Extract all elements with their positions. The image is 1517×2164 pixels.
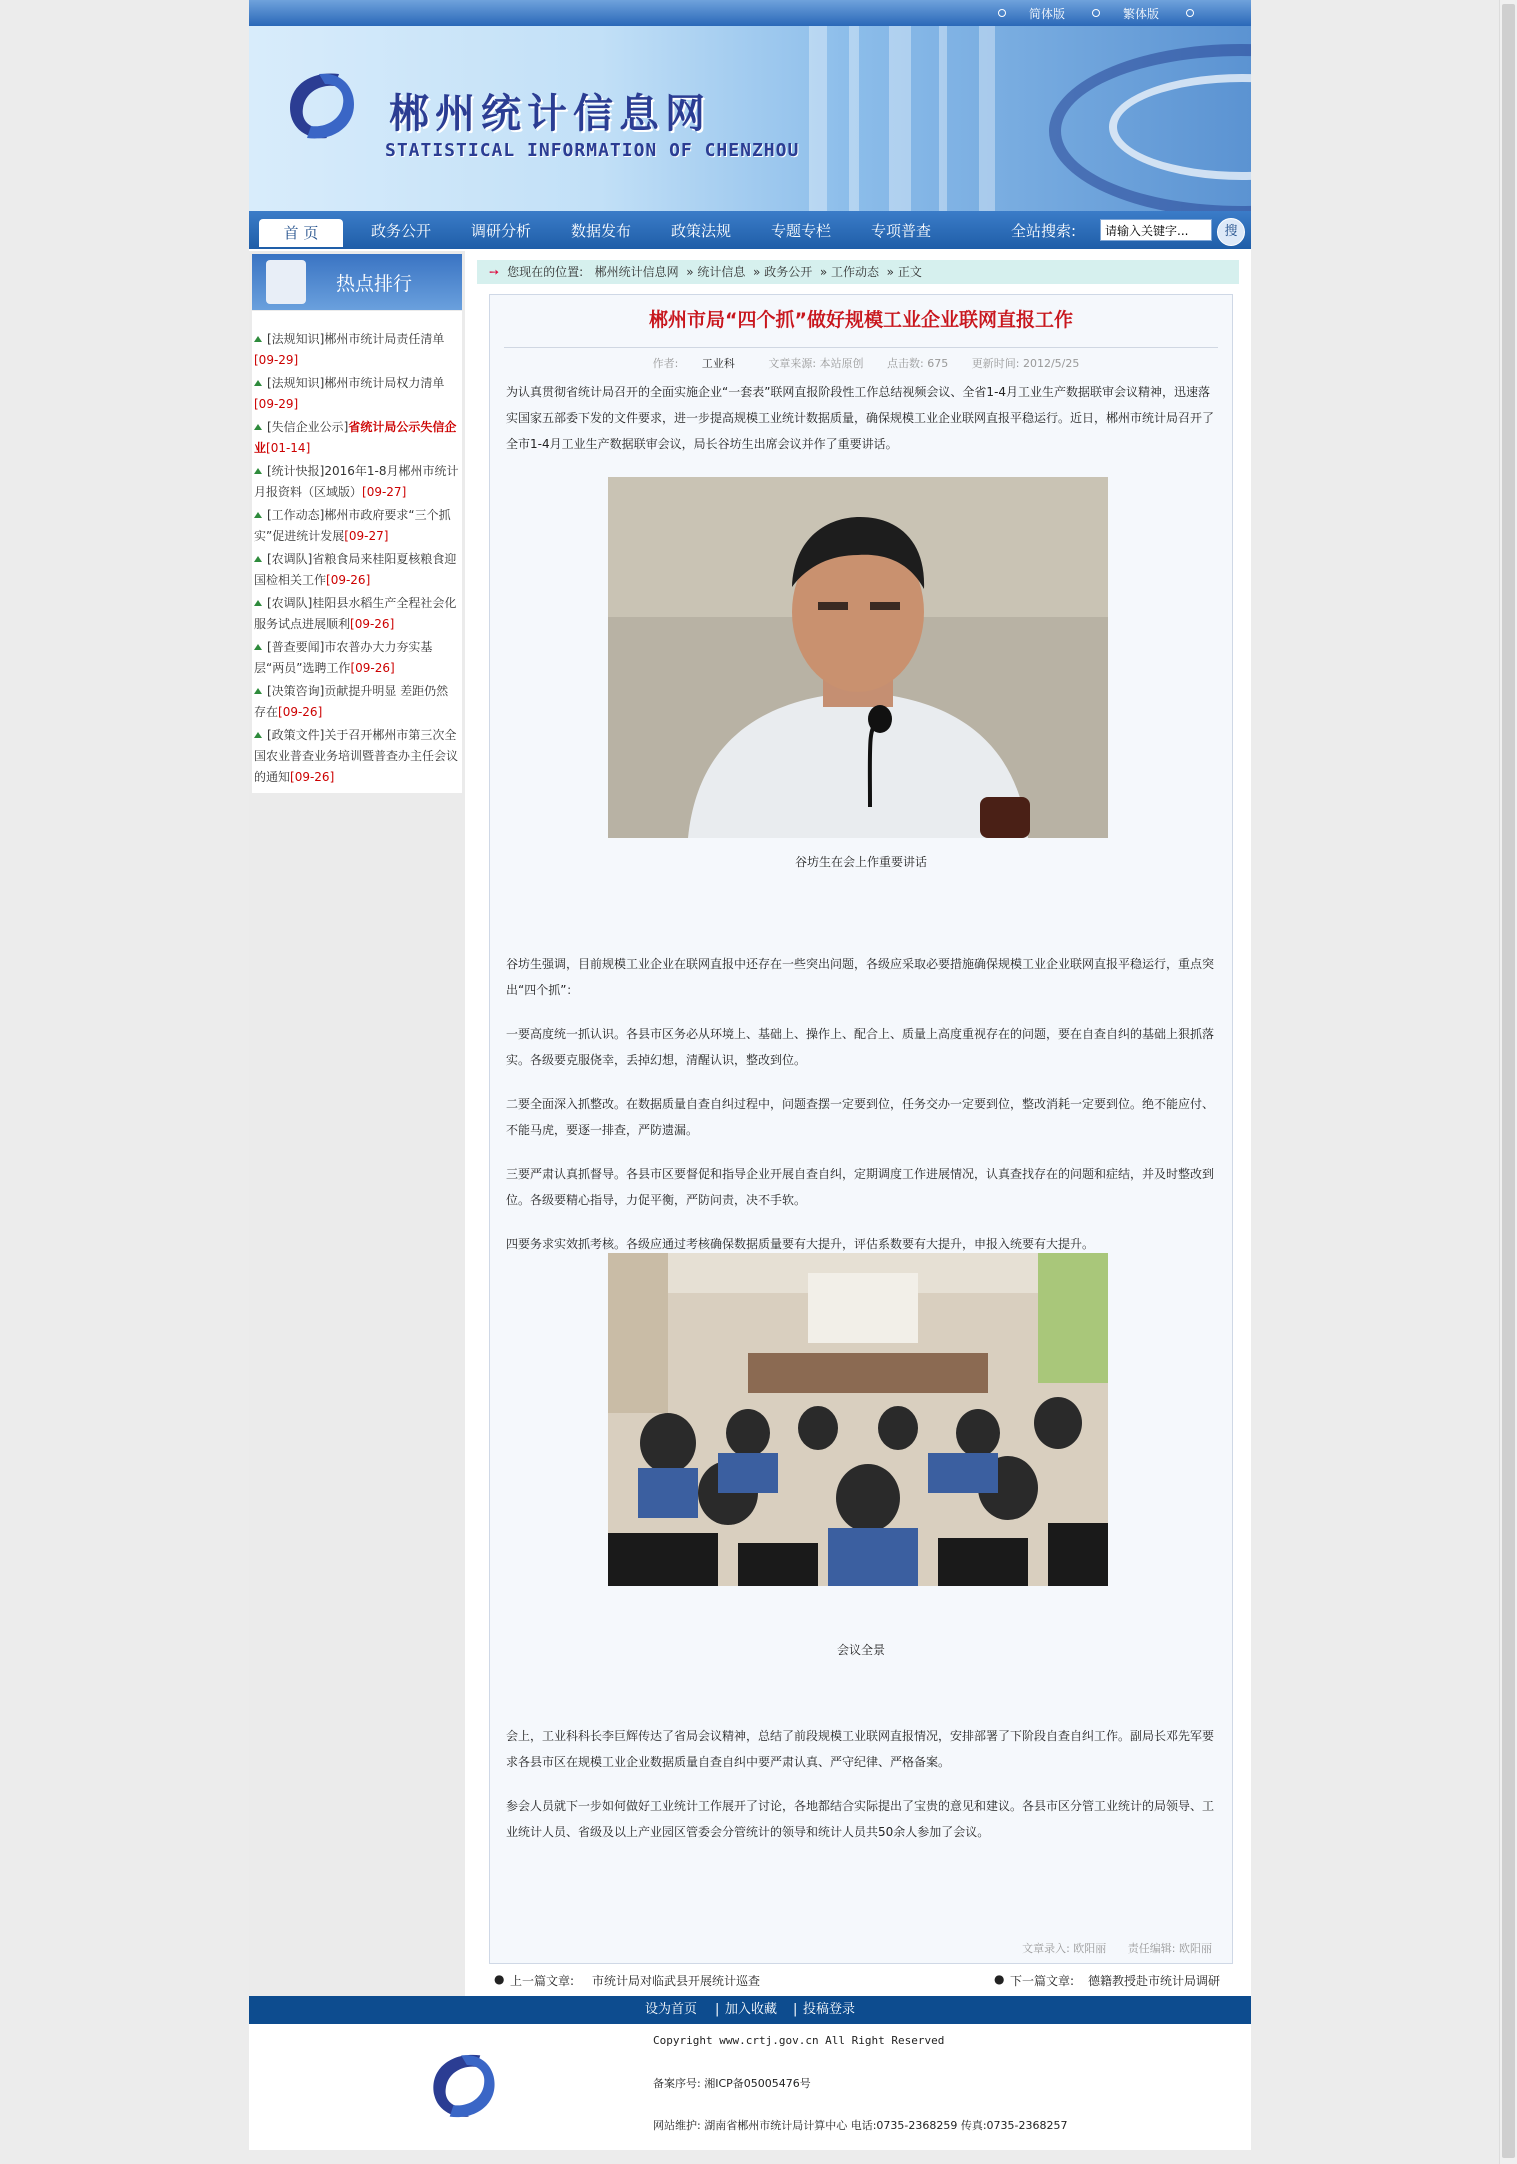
search-button[interactable]: 搜 — [1217, 218, 1245, 246]
arrow-icon: ➙ — [489, 265, 500, 279]
site-subtitle: STATISTICAL INFORMATION OF CHENZHOU — [385, 140, 800, 161]
bullet-icon — [1092, 9, 1100, 17]
breadcrumb-item[interactable]: 工作动态 — [831, 265, 880, 279]
article-author[interactable]: 工业科 — [701, 357, 735, 370]
breadcrumb-item[interactable]: 政务公开 — [764, 265, 813, 279]
article-paragraph: 为认真贯彻省统计局召开的全面实施企业“一套表”联网直报阶段性工作总结视频会议、全省1-4月工业生产数据联审会议精神，迅速落实国家五部委下发的文件要求，进一步提高规模工业统计数据质量，确保规模工业企业联网直报平稳运行。近日，郴州市统计局召开了全市1-4月工业生产数据联审会议，局长谷坊生出席会议并作了重要讲话。 — [506, 385, 1215, 451]
search-label: 全站搜索: — [1011, 222, 1077, 240]
set-homepage-link[interactable]: 设为首页 — [645, 2002, 698, 2017]
prev-article-link[interactable]: 市统计局对临武县开展统计巡查 — [592, 1974, 761, 1988]
copyright: Copyright www.crtj.gov.cn All Right Reserved — [653, 2034, 945, 2047]
list-item[interactable]: [政策文件]关于召开郴州市第三次全国农业普查业务培训暨普查办主任会议的通知[09-26] — [254, 728, 459, 784]
list-item[interactable]: [普查要闻]市农普办大力夯实基层“两员”选聘工作[09-26] — [254, 640, 433, 675]
speaker-photo — [608, 477, 1108, 838]
list-item[interactable]: [法规知识]郴州市统计局责任清单 [09-29] — [254, 332, 445, 367]
list-item[interactable]: [失信企业公示]省统计局公示失信企业[01-14] — [254, 420, 457, 455]
add-favorite-link[interactable]: 加入收藏 — [725, 2002, 778, 2017]
editor: 责任编辑: 欧阳丽 — [1127, 1942, 1212, 1955]
bullet-icon — [998, 9, 1006, 17]
article-paragraph: 谷坊生强调，目前规模工业企业在联网直报中还存在一些突出问题，各级应采取必要措施确保规模工业企业联网直报平稳运行，重点突出“四个抓”： — [506, 957, 1215, 997]
bullet-icon — [254, 468, 262, 474]
nav-item-government[interactable]: 政务公开 — [371, 222, 432, 240]
hot-list — [252, 311, 462, 793]
footer-links: 设为首页 | 加入收藏 | 投稿登录 — [249, 1996, 1251, 2024]
article-meta: 作者: 工业科 文章来源: 本站原创 点击数: 675 更新时间: 2012/5/25 — [652, 357, 1080, 370]
bullet-icon: ● — [494, 1972, 505, 1986]
site-title: 郴州统计信息网 — [389, 91, 711, 137]
article — [489, 294, 1233, 1964]
bullet-icon: ● — [994, 1972, 1005, 1986]
article-source: 文章来源: 本站原创 — [768, 357, 864, 370]
contribute-login-link[interactable]: 投稿登录 — [803, 2002, 856, 2017]
article-paragraph: 参会人员就下一步如何做好工业统计工作展开了讨论，各地都结合实际提出了宝贵的意见和建议。各县市区分管工业统计的局领导、工业统计人员、省级及以上产业园区管委会分管统计的领导和统计人员共50余人参加了会议。 — [506, 1799, 1215, 1839]
photo-caption: 会议全景 — [836, 1643, 885, 1657]
simplified-link[interactable]: 简体版 — [1029, 7, 1066, 21]
nav-item-census[interactable]: 专项普查 — [871, 222, 932, 240]
list-item[interactable]: [农调队]省粮食局来桂阳夏核粮食迎国检相关工作[09-26] — [254, 552, 457, 587]
hot-ranking-header — [252, 254, 462, 310]
search-input[interactable] — [1100, 219, 1212, 241]
traditional-link[interactable]: 繁体版 — [1123, 7, 1160, 21]
meeting-photo — [608, 1253, 1108, 1586]
list-item[interactable]: [农调队]桂阳县水稻生产全程社会化服务试点进展顺利[09-26] — [254, 596, 457, 631]
main-nav — [249, 211, 1251, 249]
article-clicks: 点击数: 675 — [887, 357, 949, 370]
nav-item-research[interactable]: 调研分析 — [471, 222, 532, 240]
header-banner — [249, 26, 1251, 211]
divider — [504, 347, 1218, 348]
footer — [249, 2024, 1251, 2150]
next-article-link[interactable]: 德籍教授赴市统计局调研 — [1088, 1974, 1221, 1988]
article-paragraph: 会上，工业科科长李巨辉传达了省局会议精神，总结了前段规模工业联网直报情况，安排部署了下阶段自查自纠工作。副局长邓先军要求各县市区在规模工业企业数据质量自查自纠中要严肃认真、严守纪律、严格备案。 — [506, 1729, 1215, 1769]
list-item[interactable]: [工作动态]郴州市政府要求“三个抓实”促进统计发展[09-27] — [254, 508, 451, 543]
article-title: 郴州市局“四个抓”做好规模工业企业联网直报工作 — [649, 309, 1073, 331]
bullet-icon — [254, 380, 262, 386]
list-item[interactable]: [决策咨询]贡献提升明显 差距仍然存在[09-26] — [254, 684, 449, 719]
nav-item-home[interactable]: 首 页 — [259, 219, 343, 247]
bullet-icon — [1186, 9, 1194, 17]
bullet-icon — [254, 336, 262, 342]
person-icon — [266, 260, 306, 304]
nav-item-topics[interactable]: 专题专栏 — [771, 222, 832, 240]
maintenance-info: 网站维护: 湖南省郴州市统计局计算中心 电话:0735-2368259 传真:0735-2368257 — [653, 2119, 1068, 2132]
breadcrumb-item[interactable]: 郴州统计信息网 — [594, 265, 679, 279]
article-updated: 更新时间: 2012/5/25 — [971, 357, 1080, 370]
bullet-icon — [254, 556, 262, 562]
list-item[interactable]: [统计快报]2016年1-8月郴州市统计月报资料（区域版）[09-27] — [254, 464, 459, 499]
footer-logo-icon — [421, 2046, 507, 2126]
hot-ranking-title: 热点排行 — [336, 273, 413, 295]
bullet-icon — [254, 512, 262, 518]
page-container: 简体版 繁体版 郴州统计信息网 STATISTICAL INFORMATION OF CHENZHOU 首 页 政务公开 调研分析 数据发布 政策法规 专题专栏 专项普查 全站搜索: 请输入关键字... 搜 热点排行 [法规知识]郴州市统计局责任清单 [09-29] [法规知识]郴州市统计局权力清单 [09-29] [失信企业公示]省统计局公示失信企业[01-14] [统计快报]2016年1-8月郴州市统计月报资料（区域版）[09-27] [工作动态]郴州市政府要求“三个抓实”促进统计发展[09-27] [农调队]省粮食局来桂阳夏核粮食迎国检相关工作[09-26] [农调队]桂阳县水稻生产全程社会化服务试点进展顺利[09-26] [普查要闻]市农普办大力夯实基层“两员”选聘工作[09-26] [决策咨询]贡献提升明显 差距仍然存在[09-26] [政策文件]关于召开郴州市第三次全国农业普查业务培训暨普查办主任会议的通知[09-26] ➙ 您现在的位置: 郴州统计信息网 » 统计信息 » 政务公开 » 工作动态 » 正文 郴州市局“四个抓”做好规模工业企业联网直报工作 作者: 工业科 文章来源: 本站原创 点击数: 675 更新时间: 2012/5/25 为认真贯彻省统计局召开的全面实施企业“一套表”联网直报阶段性工作总结视频会议、全省1-4月工业生产数据联审会议精神，迅速落实国家五部委下发的文件要求，进一步提高规模工业统计数据质量，确保规模工业企业联网直报平稳运行。近日，郴州市统计局召开了全市1-4月工业生产数据联审会议，局长谷坊生出席会议并作了重要讲话。 谷坊生在会上作重要讲话 谷坊生强调，目前规模工业企业在联网直报中还存在一些突出问题，各级应采取必要措施确保规模工业企业联网直报平稳运行，重点突出“四个抓”： 一要高度统一抓认识。各县市区务必从环境上、基础上、操作上、配合上、质量上高度重视存在的问题，要在自查自纠的基础上狠抓落实。各级要克服侥幸，丢掉幻想，清醒认识，整改到位。 二要全面深入抓整改。在数据质量自查自纠过程中，问题查摆一定要到位，任务交办一定要到位，整改消耗一定要到位。绝不能应付、不能马虎，要逐一排查，严防遗漏。 三要严肃认真抓督导。各县市区要督促和指导企业开展自查自纠，定期调度工作进展情况，认真查找存在的问题和症结，并及时整改到位。各级要精心指导，力促平衡，严防问责，决不手软。 四要务求实效抓考核。各级应通过考核确保数据质量要有大提升，评估系数要有大提升，申报入统要有大提升。 会议全景 会上，工业科科长李巨辉传达了省局会议精神，总结了前段规模工业联网直报情况，安排部署了下阶段自查自纠工作。副局长邓先军要求各县市区在规模工业企业数据质量自查自纠中要严肃认真、严守纪律、严格备案。 参会人员就下一步如何做好工业统计工作展开了讨论，各地都结合实际提出了宝贵的意见和建议。各县市区分管工业统计的局领导、工业统计人员、省级及以上产业园区管委会分管统计的领导和统计人员共50余人参加了会议。 文章录入: 欧阳丽 责任编辑: 欧阳丽 ● 上一篇文章: 市统计局对临武县开展统计巡查 ● 下一篇文章: 德籍教授赴市统计局调研 设为首页 | 加入收藏 | 投稿登录 Copyright www.crtj.gov.cn All Right Reserved 备案序号: 湘ICP备05005476号 网站维护: 湖南省郴州市统计局计算中心 电话:0735-2368259 传真:0735-2368257 — [249, 0, 1251, 2150]
breadcrumb: ➙ 您现在的位置: 郴州统计信息网 » 统计信息 » 政务公开 » 工作动态 » 正文 — [477, 260, 1239, 284]
top-bar — [249, 0, 1251, 26]
bullet-icon — [254, 644, 262, 650]
article-paragraph: 一要高度统一抓认识。各县市区务必从环境上、基础上、操作上、配合上、质量上高度重视存在的问题，要在自查自纠的基础上狠抓落实。各级要克服侥幸，丢掉幻想，清醒认识，整改到位。 — [506, 1027, 1215, 1067]
article-paragraph: 三要严肃认真抓督导。各县市区要督促和指导企业开展自查自纠，定期调度工作进展情况，认真查找存在的问题和症结，并及时整改到位。各级要精心指导，力促平衡，严防问责，决不手软。 — [506, 1167, 1215, 1207]
bullet-icon — [254, 688, 262, 694]
bullet-icon — [254, 732, 262, 738]
bullet-icon — [254, 600, 262, 606]
logo-icon — [277, 66, 367, 146]
breadcrumb-item: 正文 — [897, 265, 922, 279]
bullet-icon — [254, 424, 262, 430]
vertical-scrollbar[interactable] — [1499, 0, 1517, 2164]
photo-caption: 谷坊生在会上作重要讲话 — [794, 855, 927, 869]
icp-number: 备案序号: 湘ICP备05005476号 — [653, 2077, 811, 2090]
sidebar — [249, 251, 465, 1996]
breadcrumb-item[interactable]: 统计信息 — [697, 265, 746, 279]
article-signature — [1004, 1940, 1212, 1956]
article-paragraph: 二要全面深入抓整改。在数据质量自查自纠过程中，问题查摆一定要到位，任务交办一定要到位，整改消耗一定要到位。绝不能应付、不能马虎，要逐一排查，严防遗漏。 — [506, 1097, 1215, 1137]
list-item[interactable]: [法规知识]郴州市统计局权力清单 [09-29] — [254, 376, 445, 411]
article-paragraph: 四要务求实效抓考核。各级应通过考核确保数据质量要有大提升，评估系数要有大提升，申报入统要有大提升。 — [506, 1237, 1095, 1251]
entry-by: 文章录入: 欧阳丽 — [1022, 1942, 1107, 1955]
nav-item-policy[interactable]: 政策法规 — [671, 222, 732, 240]
scrollbar-thumb[interactable] — [1502, 4, 1515, 2158]
nav-item-data[interactable]: 数据发布 — [571, 222, 632, 240]
